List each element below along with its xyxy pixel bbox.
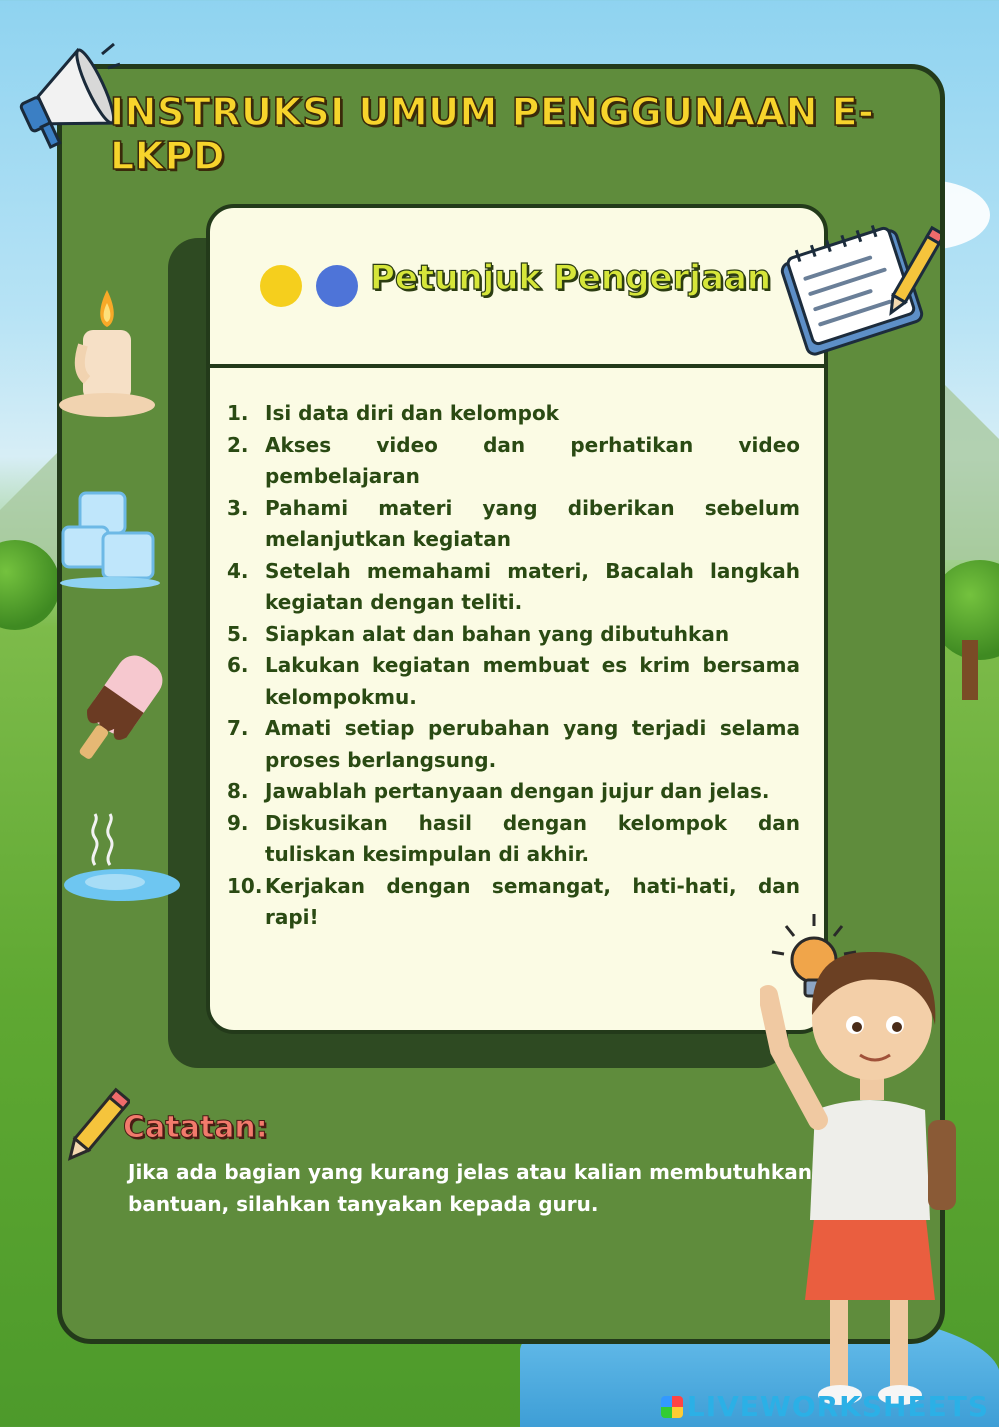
- instruction-list: [227, 398, 800, 934]
- footer-brand-text: LIVEWORKSHEETS: [686, 1390, 989, 1423]
- list-item: 1. Isi data diri dan kelompok: [227, 401, 559, 425]
- pencil-icon: [60, 1085, 130, 1170]
- list-item: 8. Jawablah pertanyaan dengan jujur dan jelas.: [227, 779, 770, 803]
- liveworksheets-logo-icon: [661, 1396, 683, 1418]
- ice-cubes-icon: [55, 485, 165, 590]
- card-title: Petunjuk Pengerjaan: [370, 258, 772, 298]
- note-title: Catatan:: [123, 1110, 268, 1145]
- candle-icon: [55, 285, 160, 420]
- list-item: 9. Diskusikan hasil dengan kelompok dan tuliskan kesimpulan di akhir.: [227, 810, 800, 866]
- page-title: INSTRUKSI UMUM PENGGUNAAN E-LKPD: [110, 90, 875, 178]
- list-item: 10. Kerjakan dengan semangat, hati-hati, dan rapi!: [227, 873, 800, 929]
- steaming-puddle-icon: [60, 810, 185, 905]
- list-item: 3. Pahami materi yang diberikan sebelum melanjutkan kegiatan: [227, 495, 800, 551]
- note-text: Jika ada bagian yang kurang jelas atau kalian membutuhkan bantuan, silahkan tanyakan kepada guru.: [128, 1160, 812, 1216]
- list-item: 6. Lakukan kegiatan membuat es krim bersama kelompokmu.: [227, 653, 800, 709]
- footer-brand: [661, 1390, 989, 1423]
- blue-dot: [316, 265, 358, 307]
- megaphone-icon: [10, 40, 120, 150]
- boy-character: [760, 910, 990, 1410]
- melting-ice-cream-icon: [60, 640, 170, 770]
- yellow-dot: [260, 265, 302, 307]
- list-item: 4. Setelah memahami materi, Bacalah langkah kegiatan dengan teliti.: [227, 558, 800, 614]
- list-item: 7. Amati setiap perubahan yang terjadi selama proses berlangsung.: [227, 716, 800, 772]
- notepad-icon: [770, 222, 940, 362]
- list-item: 5. Siapkan alat dan bahan yang dibutuhkan: [227, 621, 730, 646]
- list-item: 2. Akses video dan perhatikan video pembelajaran: [227, 432, 800, 488]
- card-divider: [210, 364, 824, 368]
